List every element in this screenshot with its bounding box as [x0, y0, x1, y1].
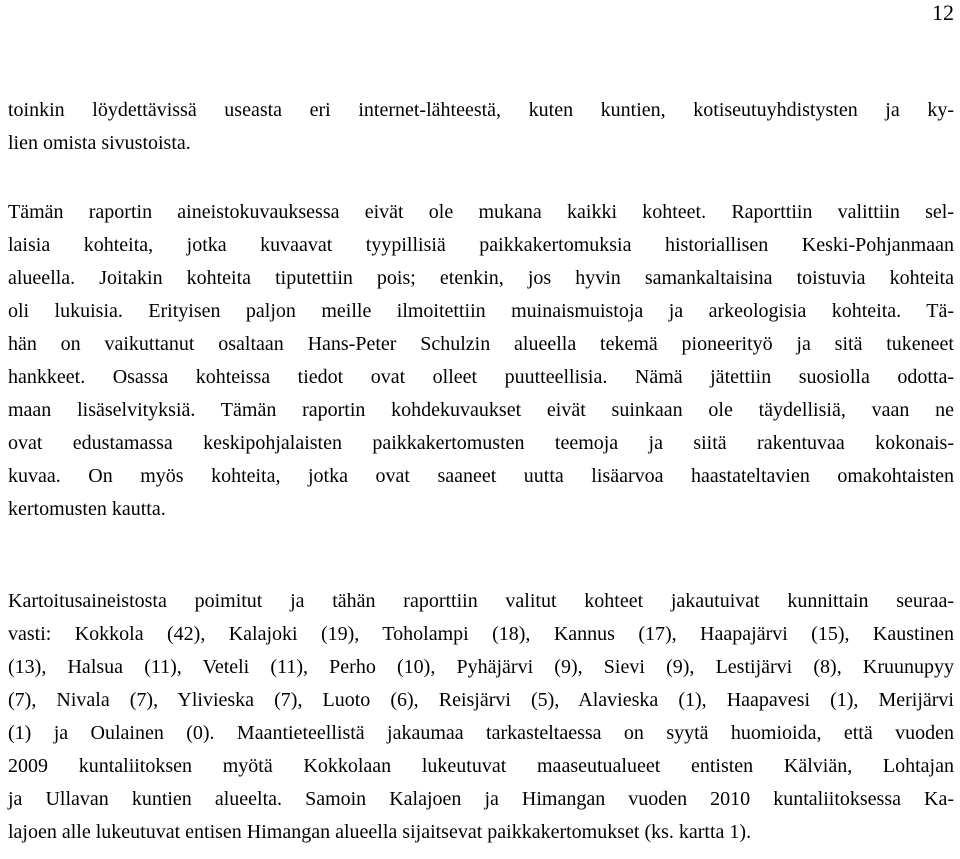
text-line: (13), Halsua (11), Veteli (11), Perho (10), Pyhäjärvi (9), Sievi (9), Lestijärvi (8), Kruunupyy — [8, 656, 954, 678]
text-line: (1) ja Oulainen (0). Maantieteellistä jakaumaa tarkasteltaessa on syytä huomioida, että vuoden — [8, 722, 954, 744]
text-line: oli lukuisia. Erityisen paljon meille ilmoitettiin muinaismuistoja ja arkeologisia kohteita. Tä- — [8, 300, 954, 322]
text-line: lien omista sivustoista. — [8, 132, 191, 154]
text-line: (7), Nivala (7), Ylivieska (7), Luoto (6), Reisjärvi (5), Alavieska (1), Haapavesi (1), Merijärvi — [8, 689, 954, 711]
text-line: 2009 kuntaliitoksen myötä Kokkolaan lukeutuvat maaseutualueet entisten Kälviän, Lohtajan — [8, 755, 954, 777]
paragraph-3 — [8, 585, 954, 849]
text-line: kertomusten kautta. — [8, 498, 166, 520]
text-line: Kartoitusaineistosta poimitut ja tähän raporttiin valitut kohteet jakautuivat kunnittain seuraa- — [8, 590, 954, 612]
text-line: vasti: Kokkola (42), Kalajoki (19), Toholampi (18), Kannus (17), Haapajärvi (15), Kaustinen — [8, 623, 954, 645]
text-line: hankkeet. Osassa kohteissa tiedot ovat olleet puutteellisia. Nämä jätettiin suosiolla odotta- — [8, 366, 954, 388]
text-line: Tämän raportin aineistokuvauksessa eivät ole mukana kaikki kohteet. Raporttiin valittiin sel- — [8, 201, 954, 223]
text-line: hän on vaikuttanut osaltaan Hans-Peter Schulzin alueella tekemä pioneerityö ja sitä tukeneet — [8, 333, 954, 355]
text-line: alueella. Joitakin kohteita tiputettiin pois; etenkin, jos hyvin samankaltaisina toistuvia kohteita — [8, 267, 954, 289]
paragraph-1 — [8, 94, 954, 160]
page-number: 12 — [932, 0, 954, 25]
text-line: laisia kohteita, jotka kuvaavat tyypillisiä paikkakertomuksia historiallisen Keski-Pohjanmaan — [8, 234, 954, 256]
text-line: ovat edustamassa keskipohjalaisten paikkakertomusten teemoja ja siitä rakentuvaa kokonais- — [8, 432, 954, 454]
text-line: ja Ullavan kuntien alueelta. Samoin Kalajoen ja Himangan vuoden 2010 kuntaliitoksessa Ka- — [8, 788, 954, 810]
text-line: maan lisäselvityksiä. Tämän raportin kohdekuvaukset eivät suinkaan ole täydellisiä, vaan ne — [8, 399, 954, 421]
text-line: lajoen alle lukeutuvat entisen Himangan alueella sijaitsevat paikkakertomukset (ks. kartta 1). — [8, 821, 752, 843]
text-line: kuvaa. On myös kohteita, jotka ovat saaneet uutta lisäarvoa haastateltavien omakohtaisten — [8, 465, 954, 487]
paragraph-2 — [8, 196, 954, 526]
text-line: toinkin löydettävissä useasta eri internet-lähteestä, kuten kuntien, kotiseutuyhdistysten ja ky- — [8, 99, 954, 121]
